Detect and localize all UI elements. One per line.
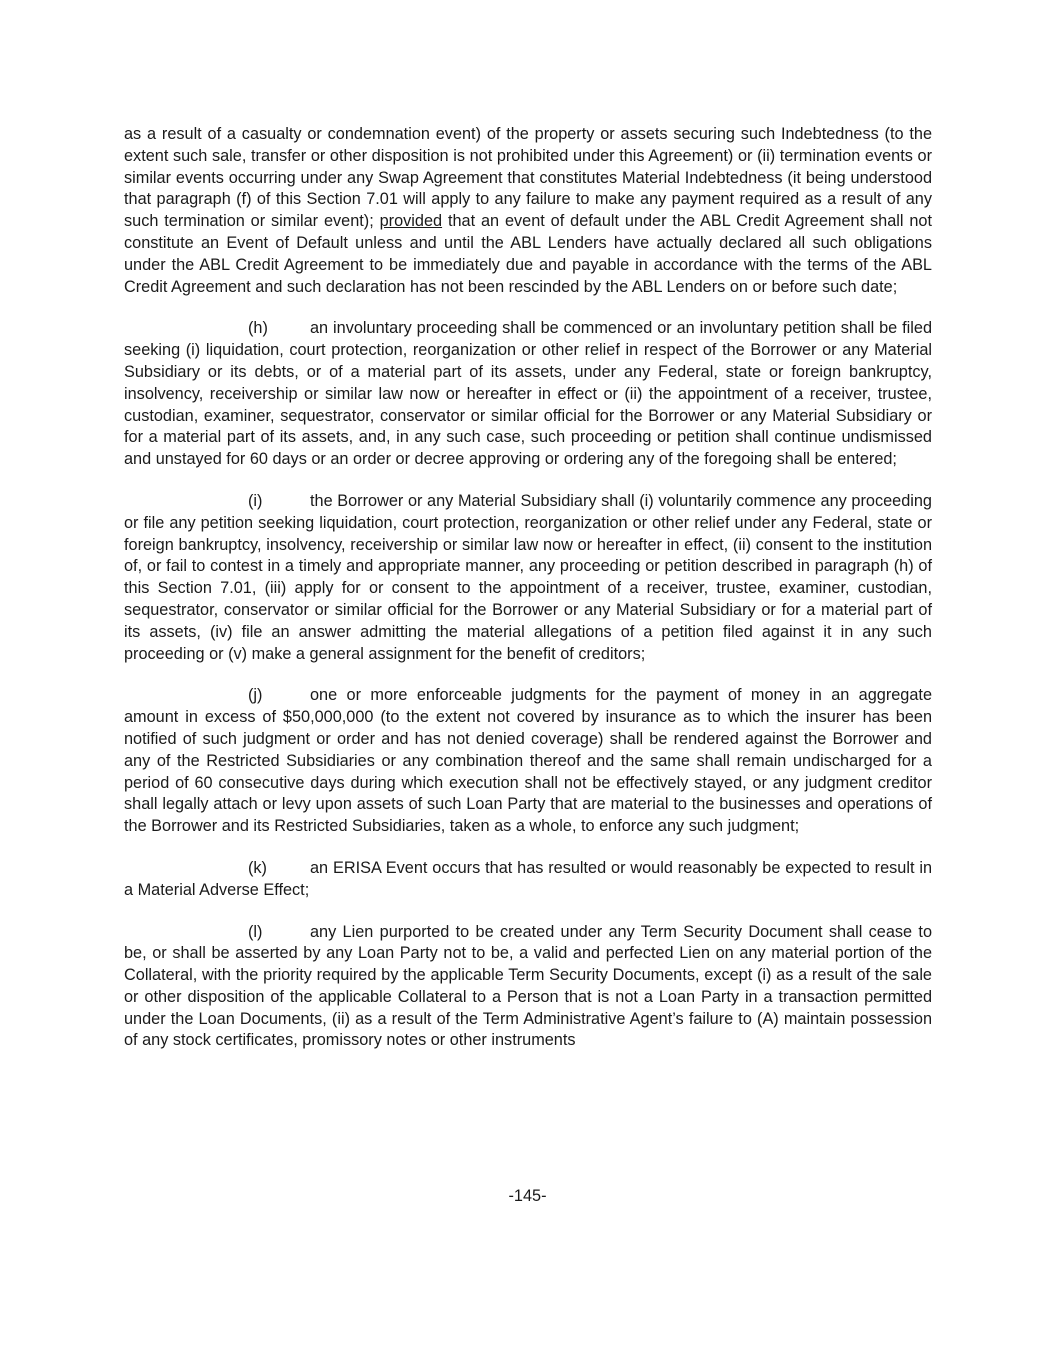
clause-text: one or more enforceable judgments for the payment of money in an aggregate amount in excess of $50,000,000 (to the extent not covered by insurance as to which the insurer has been notified of such judgment or order and has not denied coverage) shall be rendered against the Borrower and any of the Restricted Subsidiaries or any combination thereof and the same shall remain undischarged for a period of 60 consecutive days during which execution shall not be effectively stayed, or any judgment creditor shall legally attach or levy upon assets of such Loan Party that are material to the businesses and operations of the Borrower and its Restricted Subsidiaries, taken as a whole, to enforce any such judgment; [124,686,932,836]
clause-text: an ERISA Event occurs that has resulted or would reasonably be expected to result in a Material Adverse Effect; [124,858,932,899]
clause-k [124,858,932,902]
clause-i [124,491,932,665]
continuation-paragraph [124,124,932,298]
clause-label: (k) [248,858,267,877]
clause-label: (j) [248,686,263,705]
clause-label: (h) [248,319,268,338]
continuation-text-end: that an event of default under the ABL Credit Agreement shall not constitute an Event of Default unless and until the ABL Lenders have actually declared all such obligations under the ABL Credit Agreement to be immediately due and payable in accordance with the terms of the ABL Credit Agreement and such declaration has not been rescinded by the ABL Lenders on or before such date; [124,212,932,296]
clause-text: any Lien purported to be created under any Term Security Document shall cease to be, or shall be asserted by any Loan Party not to be, a valid and perfected Lien on any material portion of the Collateral, with the priority required by the applicable Term Security Documents, except (i) as a result of the sale or other disposition of the applicable Collateral to a Person that is not a Loan Party in a transaction permitted under the Loan Documents, (ii) as a result of the Term Administrative Agent’s failure to (A) maintain possession of any stock certificates, promissory notes or other instruments [124,922,932,1050]
document-body [124,124,932,1072]
provided-term: provided [379,212,443,231]
clause-l [124,922,932,1053]
clause-text: an involuntary proceeding shall be commenced or an involuntary petition shall be filed seeking (i) liquidation, court protection, reorganization or other relief in respect of the Borrower or any Material Subsidiary or its debts, or of a material part of its assets, under any Federal, state or foreign bankruptcy, insolvency, receivership or similar law now or hereafter in effect or (ii) the appointment of a receiver, trustee, custodian, examiner, sequestrator, conservator or similar official for the Borrower or any Material Subsidiary or for a material part of its assets, and, in any such case, such proceeding or petition shall continue undismissed and unstayed for 60 days or an order or decree approving or ordering any of the foregoing shall be entered; [124,319,932,469]
clause-label: (l) [248,922,263,941]
continuation-text-start: as a result of a casualty or condemnation event) of the property or assets securing such Indebtedness (to the extent such sale, transfer or other disposition is not prohibited under this Agreement) or (ii) termination events or similar events occurring under any Swap Agreement that constitutes Material Indebtedness (it being understood that paragraph (f) of this Section 7.01 will apply to any failure to make any payment required as a result of any such termination or similar event); [124,125,932,231]
clause-text: the Borrower or any Material Subsidiary shall (i) voluntarily commence any proceeding or file any petition seeking liquidation, court protection, reorganization or other relief under any Federal, state or foreign bankruptcy, insolvency, receivership or similar law now or hereafter in effect, (ii) consent to the institution of, or fail to contest in a timely and appropriate manner, any proceeding or petition described in paragraph (h) of this Section 7.01, (iii) apply for or consent to the appointment of a receiver, trustee, examiner, custodian, sequestrator, conservator or similar official for the Borrower or any Material Subsidiary or for a material part of its assets, (iv) file an answer admitting the material allegations of a petition filed against it in any such proceeding or (v) make a general assignment for the benefit of creditors; [124,491,932,663]
clause-j [124,685,932,838]
page-number: -145- [508,1187,547,1205]
clause-h [124,318,932,471]
clause-label: (i) [248,491,263,510]
